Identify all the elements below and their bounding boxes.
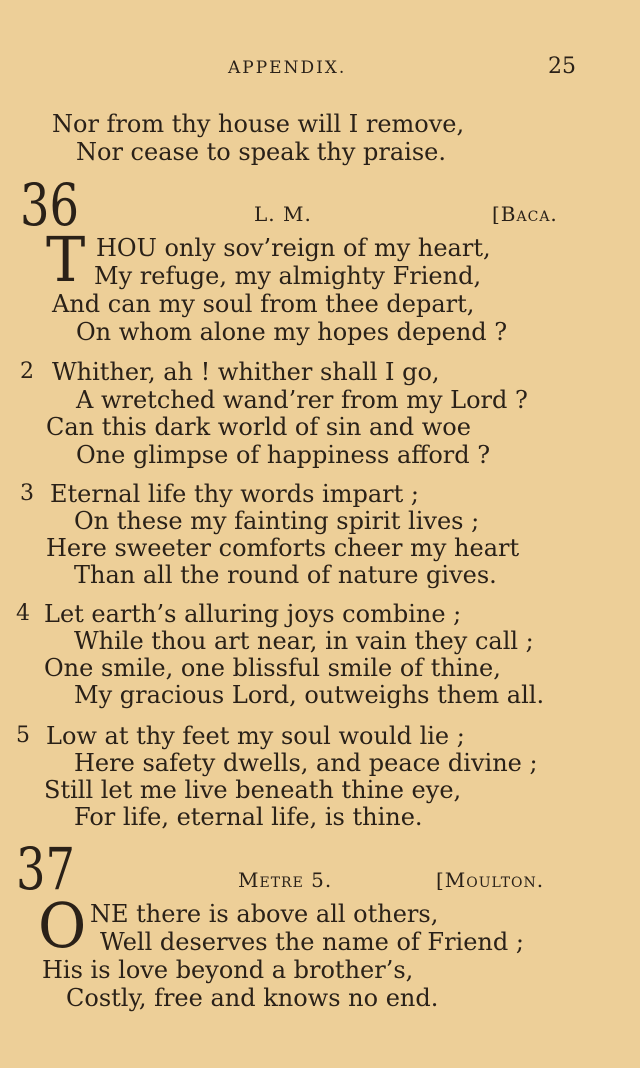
verse-line: Well deserves the name of Friend ; [100,928,524,956]
verse-line: A wretched wand’rer from my Lord ? [76,386,528,414]
hymn-number: 36 [20,171,80,239]
verse-line: On whom alone my hopes depend ? [76,318,508,346]
verse-line: HOU only sov’reign of my heart, [96,234,491,262]
verse-line: NE there is above all others, [90,900,439,928]
carryover-line: Nor cease to speak thy praise. [76,138,446,166]
verse-line: Costly, free and knows no end. [66,984,439,1012]
verse-line: Than all the round of nature gives. [74,561,497,589]
verse-line: My refuge, my almighty Friend, [94,262,482,290]
verse-line: Still let me live beneath thine eye, [44,776,462,804]
page-number: 25 [548,54,576,79]
hymn-metre: Metre 5. [238,868,333,892]
hymn-metre: L. M. [254,202,312,226]
verse-line: For life, eternal life, is thine. [74,803,423,831]
stanza-number: 4 [16,601,30,626]
tune-name: [Baca. [492,202,558,226]
verse-line: Let earth’s alluring joys combine ; [44,600,462,628]
verse-line: Here sweeter comforts cheer my heart [46,534,520,562]
verse-line: Can this dark world of sin and woe [46,413,471,441]
verse-line: While thou art near, in vain they call ; [74,627,534,655]
stanza-number: 2 [20,359,34,384]
verse-line: My gracious Lord, outweighs them all. [74,681,545,709]
verse-line: One smile, one blissful smile of thine, [44,654,501,682]
tune-name: [Moulton. [436,868,545,892]
drop-cap: O [38,889,87,962]
verse-line: Here safety dwells, and peace divine ; [74,749,538,777]
verse-line: On these my fainting spirit lives ; [74,507,480,535]
verse-line: Eternal life thy words impart ; [50,480,419,508]
carryover-line: Nor from thy house will I remove, [52,110,465,138]
verse-line: One glimpse of happiness afford ? [76,441,491,469]
verse-line: Low at thy feet my soul would lie ; [46,722,465,750]
verse-line: His is love beyond a brother’s, [42,956,414,984]
hymn-number: 37 [16,835,76,903]
verse-line: Whither, ah ! whither shall I go, [52,358,440,386]
stanza-number: 5 [16,723,30,748]
running-header: APPENDIX. [228,58,347,78]
drop-cap: T [46,223,86,296]
verse-line: And can my soul from thee depart, [52,290,475,318]
stanza-number: 3 [20,481,34,506]
